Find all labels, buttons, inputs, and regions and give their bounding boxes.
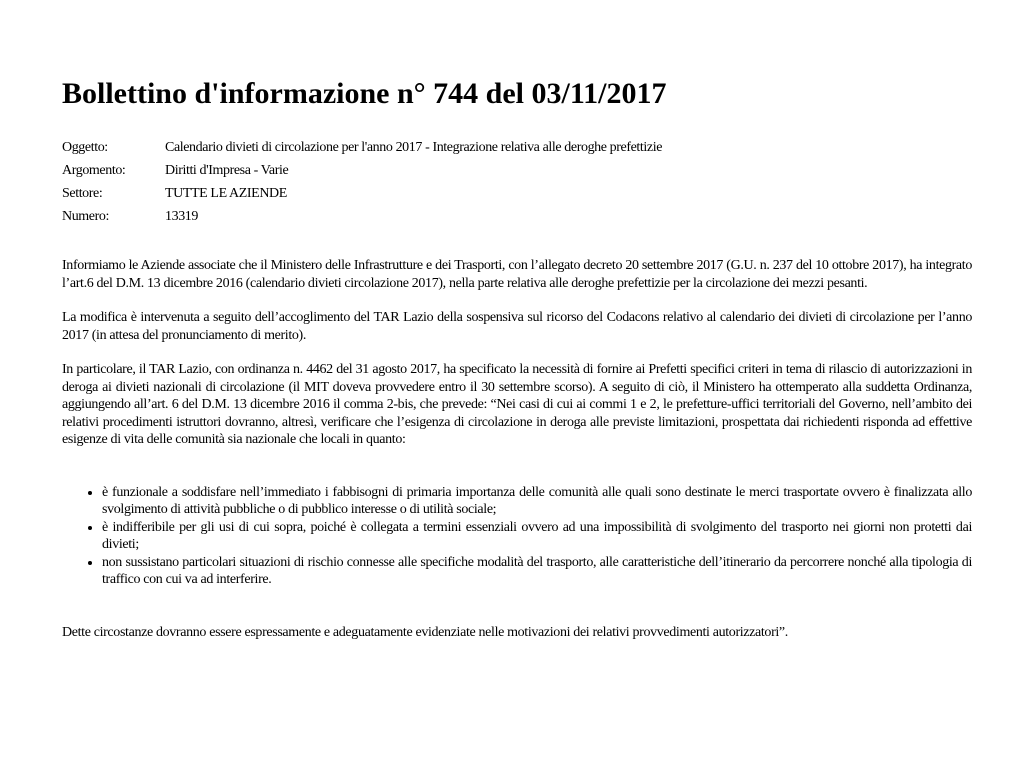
meta-row-settore bbox=[62, 182, 662, 205]
meta-label: Argomento: bbox=[62, 163, 126, 178]
criteria-list bbox=[62, 484, 972, 589]
metadata-table bbox=[62, 136, 662, 228]
paragraph-intro: Informiamo le Aziende associate che il Ministero delle Infrastrutture e dei Trasporti, con l’allegato decreto 20 settembre 2017 (G.U. n. 237 del 10 ottobre 2017), ha integrato l’art.6 del D.M. 13 dicembre 2016 (calendario divieti circolazione 2017), nella parte relativa alle deroghe prefettizie per la circolazione dei mezzi pesanti. bbox=[62, 258, 972, 291]
paragraph-tar-lazio: In particolare, il TAR Lazio, con ordinanza n. 4462 del 31 agosto 2017, ha specificato la necessità di fornire ai Prefetti specifici criteri in tema di rilascio di autorizzazioni in deroga ai divieti nazionali di circolazione (il MIT doveva provvedere entro il 30 settembre scorso). A seguito di ciò, il Ministero ha ottemperato alla suddetta Ordinanza, aggiungendo all’art. 6 del D.M. 13 dicembre 2016 il comma 2-bis, che prevede: “Nei casi di cui ai commi 1 e 2, le prefetture-uffici territoriali del Governo, nell’ambito dei relativi procedimenti istruttori dovranno, altresì, verificare che l’esigenza di circolazione in deroga alle previste limitazioni, prospettata dai richiedenti risponda ad effettive esigenze di vita delle comunità sia nazionale che locali in quanto: bbox=[62, 362, 972, 447]
bulletin-body bbox=[62, 257, 972, 641]
meta-value: TUTTE LE AZIENDE bbox=[165, 186, 287, 201]
meta-value: 13319 bbox=[165, 209, 199, 224]
meta-row-numero bbox=[62, 205, 662, 228]
page-title: Bollettino d'informazione n° 744 del 03/11/2017 bbox=[62, 77, 667, 110]
meta-value: Calendario divieti di circolazione per l'anno 2017 - Integrazione relativa alle deroghe prefettizie bbox=[165, 140, 663, 155]
list-item: • non sussistano particolari situazioni di rischio connesse alle specifiche modalità del trasporto, alle caratteristiche dell’itinerario da percorrere nonché alla tipologia di traffico con cui va ad interferire. bbox=[102, 554, 972, 589]
meta-label: Numero: bbox=[62, 209, 109, 224]
bulletin-document bbox=[62, 72, 972, 641]
meta-row-argomento bbox=[62, 159, 662, 182]
paragraph-modifica: La modifica è intervenuta a seguito dell’accoglimento del TAR Lazio della sospensiva sul ricorso del Codacons relativo al calendario dei divieti di circolazione per l’anno 2017 (in attesa del pronunciamento di merito). bbox=[62, 310, 972, 343]
paragraph-closing: Dette circostanze dovranno essere espressamente e adeguatamente evidenziate nelle motivazioni dei relativi provvedimenti autorizzatori”. bbox=[62, 624, 788, 640]
list-item: • è indifferibile per gli usi di cui sopra, poiché è collegata a termini essenziali ovvero ad una impossibilità di svolgimento del trasporto nei giorni non protetti dai divieti; bbox=[102, 519, 972, 554]
meta-row-oggetto bbox=[62, 136, 662, 159]
meta-label: Oggetto: bbox=[62, 140, 108, 155]
meta-label: Settore: bbox=[62, 186, 103, 201]
meta-value: Diritti d'Impresa - Varie bbox=[165, 163, 289, 178]
list-item: • è funzionale a soddisfare nell’immediato i fabbisogni di primaria importanza delle comunità alle quali sono destinate le merci trasportate ovvero è finalizzata allo svolgimento di attività pubbliche o di pubblico interesse o di utilità sociale; bbox=[102, 484, 972, 519]
